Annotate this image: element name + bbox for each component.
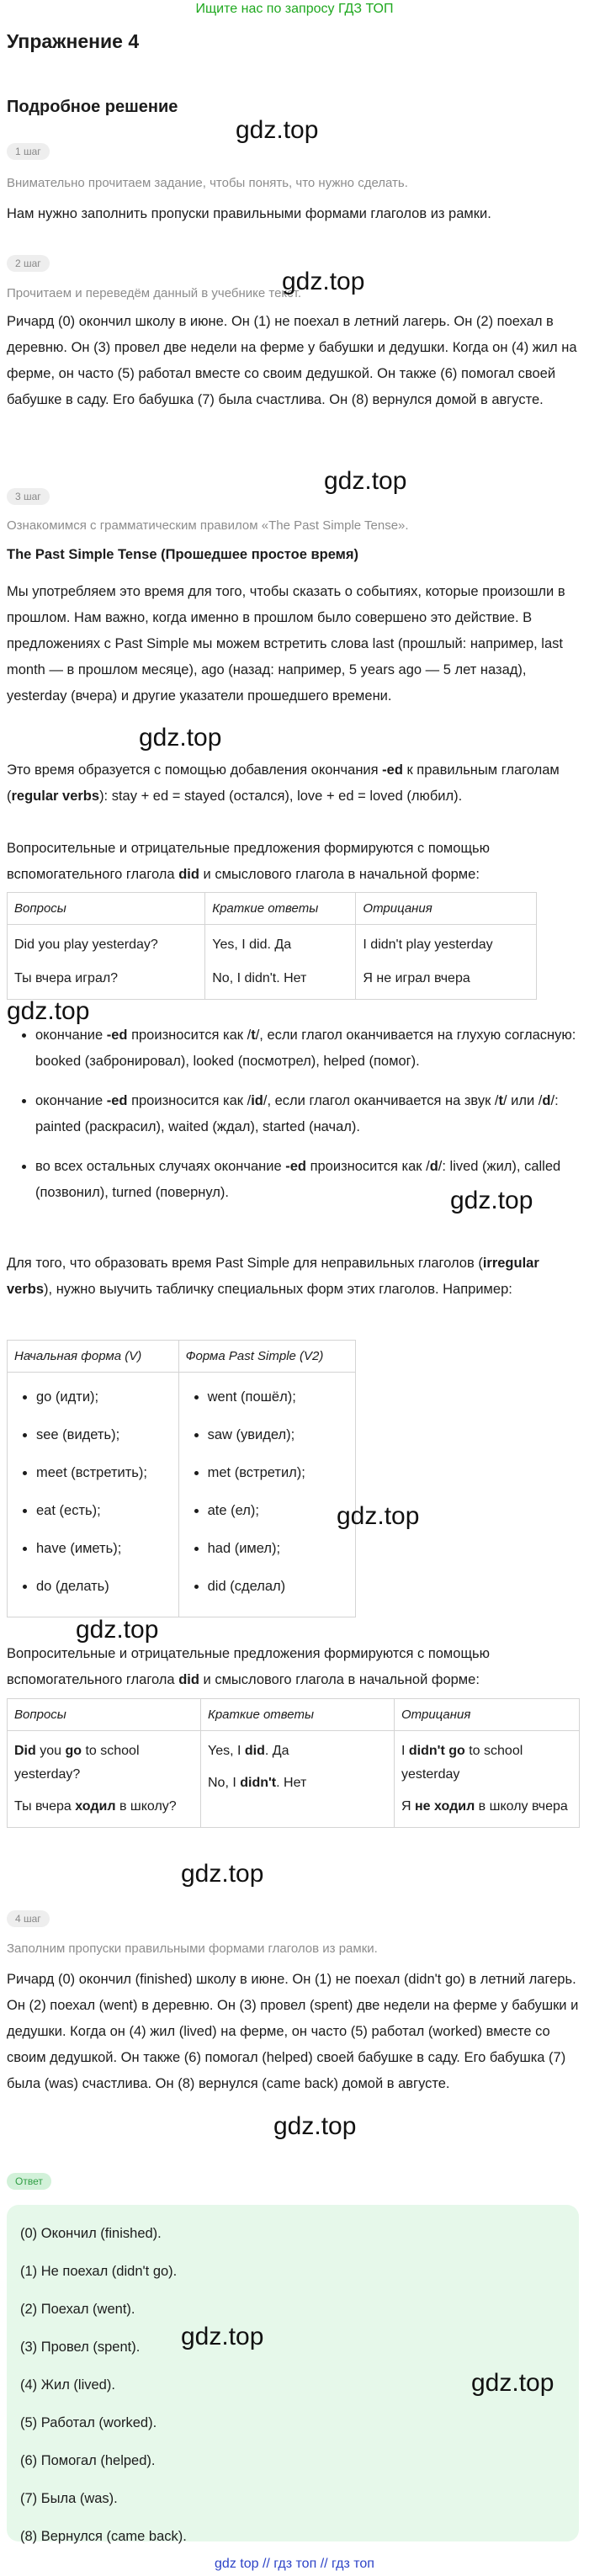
table-header: Вопросы: [8, 1699, 201, 1731]
step3-chip: 3 шаг: [7, 488, 50, 505]
table-cell: I didn't play yesterday Я не играл вчера: [356, 925, 537, 1000]
watermark: gdz.top: [76, 1616, 159, 1644]
table-cell: Yes, I did. Да No, I didn't. Нет: [201, 1731, 395, 1828]
step2-hint: Прочитаем и переведём данный в учебнике текст.: [7, 286, 302, 300]
answer-line: (4) Жил (lived).: [20, 2377, 115, 2393]
answer-line: (3) Провел (spent).: [20, 2340, 141, 2355]
table-cell: Did you go to school yesterday? Ты вчера ходил в школу?: [8, 1731, 201, 1828]
table-cell: • go (идти); • see (видеть); • meet (встретить); • eat (есть); • have (иметь); • do (делать): [8, 1373, 179, 1617]
rule-paragraph-2: Это время образуется с помощью добавления окончания -ed к правильным глаголам (regular verbs): stay + ed = stayed (остался), love + ed = loved (любил).: [7, 762, 560, 804]
watermark: gdz.top: [181, 1860, 264, 1888]
table-cell: I didn't go to school yesterday Я не ходил в школу вчера: [395, 1731, 580, 1828]
table-cell: Yes, I did. Да No, I didn't. Нет: [205, 925, 356, 1000]
table-cell: Did you play yesterday? Ты вчера играл?: [8, 925, 205, 1000]
step4-text: Ричард (0) окончил (finished) школу в июне. Он (1) не поехал (didn't go) в летний лагерь. Он (2) поехал (went) в деревню. Он (3) провел (spent) две недели на ферме у бабушки и дедушки. Когда он (4) жил (lived) на ферме, он часто (5) работал (worked) вместе со своим дедушкой. Он также (6) помогал (helped) своей бабушке в саду. Его бабушка (7) была (was) счастлива. Он (8) вернулся (came back) домой в августе.: [7, 1972, 579, 2091]
table-header: Отрицания: [356, 893, 537, 925]
table-row: [8, 925, 537, 1000]
answer-line: (7) Была (was).: [20, 2491, 118, 2506]
step4-chip: 4 шаг: [7, 1910, 50, 1927]
answer-line: (0) Окончил (finished).: [20, 2226, 162, 2241]
table-header: Краткие ответы: [201, 1699, 395, 1731]
step2-chip: 2 шаг: [7, 255, 50, 272]
rule-heading: The Past Simple Tense (Прошедшее простое время): [7, 547, 358, 562]
table-cell: • went (пошёл); • saw (увидел); • met (встретил); • ate (ел); • had (имел); • did (сделал): [178, 1373, 355, 1617]
top-banner[interactable]: Ищите нас по запросу ГДЗ ТОП: [195, 2, 394, 16]
rule-paragraph-3: Вопросительные и отрицательные предложения формируются с помощью вспомогательного глагола did и смыслового глагола в начальной форме:: [7, 841, 490, 882]
list-item: • во всех остальных случаях окончание -ed произносится как /d/: lived (жил), called (позвонил), turned (повернул).: [35, 1154, 579, 1206]
table-row: [8, 1731, 580, 1828]
answer-line: (8) Вернулся (came back).: [20, 2529, 187, 2544]
rule-paragraph-4: Для того, что образовать время Past Simple для неправильных глаголов (irregular verbs), нужно выучить табличку специальных форм этих глаголов. Например:: [7, 1256, 539, 1297]
page-title: Упражнение 4: [7, 30, 140, 52]
answer-line: (5) Работал (worked).: [20, 2415, 157, 2430]
watermark: gdz.top: [282, 268, 365, 295]
watermark: gdz.top: [139, 724, 222, 752]
step1-text: Нам нужно заполнить пропуски правильными формами глаголов из рамки.: [7, 206, 491, 221]
step1-chip: 1 шаг: [7, 143, 50, 160]
rule-paragraph-1: Мы употребляем это время для того, чтобы сказать о событиях, которые произошли в прошлом. Нам важно, когда именно в прошлом было совершено это действие. В предложениях с Past Simple мы можем встретить слова last (прошлый: например, last month — в прошлом месяце), ago (назад: например, 5 years ago — 5 лет назад), yesterday (вчера) и другие указатели прошедшего времени.: [7, 584, 565, 704]
table-header: Отрицания: [395, 1699, 580, 1731]
step3-hint: Ознакомимся с грамматическим правилом «The Past Simple Tense».: [7, 518, 409, 533]
step2-text: Ричард (0) окончил школу в июне. Он (1) не поехал в летний лагерь. Он (2) поехал в деревню. Он (3) провел две недели на ферме у бабушки и дедушки. Когда он (4) жил на ферме, он часто (5) работал вместе со своим дедушкой. Он также (6) помогал своей бабушке в саду. Его бабушка (7) была счастлива. Он (8) вернулся домой в августе.: [7, 314, 577, 407]
watermark: gdz.top: [450, 1187, 533, 1214]
watermark: gdz.top: [337, 1502, 420, 1530]
watermark: gdz.top: [7, 997, 90, 1025]
rule-paragraph-5: Вопросительные и отрицательные предложения формируются с помощью вспомогательного глагола did и смыслового глагола в начальной форме:: [7, 1646, 490, 1687]
table-header: Вопросы: [8, 893, 205, 925]
did-table: [7, 892, 537, 1000]
step1-hint: Внимательно прочитаем задание, чтобы понять, что нужно сделать.: [7, 176, 408, 190]
table-header: Форма Past Simple (V2): [178, 1341, 355, 1373]
watermark: gdz.top: [273, 2112, 357, 2140]
table-header: Начальная форма (V): [8, 1341, 179, 1373]
list-item: • окончание -ed произносится как /id/, если глагол оканчивается на звук /t/ или /d/: painted (раскрасил), waited (ждал), started (начал).: [35, 1088, 579, 1140]
answer-line: (2) Поехал (went).: [20, 2302, 135, 2317]
watermark: gdz.top: [471, 2369, 555, 2397]
irregular-verbs-table: [7, 1340, 356, 1617]
watermark: gdz.top: [324, 467, 407, 495]
answer-chip: Ответ: [7, 2173, 51, 2190]
table-row: [8, 1373, 356, 1617]
footer-links[interactable]: gdz top // гдз топ // гдз топ: [215, 2557, 374, 2571]
did-go-table: [7, 1698, 580, 1828]
watermark: gdz.top: [181, 2323, 264, 2350]
watermark: gdz.top: [236, 116, 319, 144]
step4-hint: Заполним пропуски правильными формами глаголов из рамки.: [7, 1941, 378, 1956]
solution-heading: Подробное решение: [7, 98, 178, 116]
answer-line: (1) Не поехал (didn't go).: [20, 2264, 178, 2279]
answer-line: (6) Помогал (helped).: [20, 2453, 156, 2468]
table-header: Краткие ответы: [205, 893, 356, 925]
list-item: • окончание -ed произносится как /t/, если глагол оканчивается на глухую согласную: booked (забронировал), looked (посмотрел), helped (помог).: [35, 1022, 579, 1075]
